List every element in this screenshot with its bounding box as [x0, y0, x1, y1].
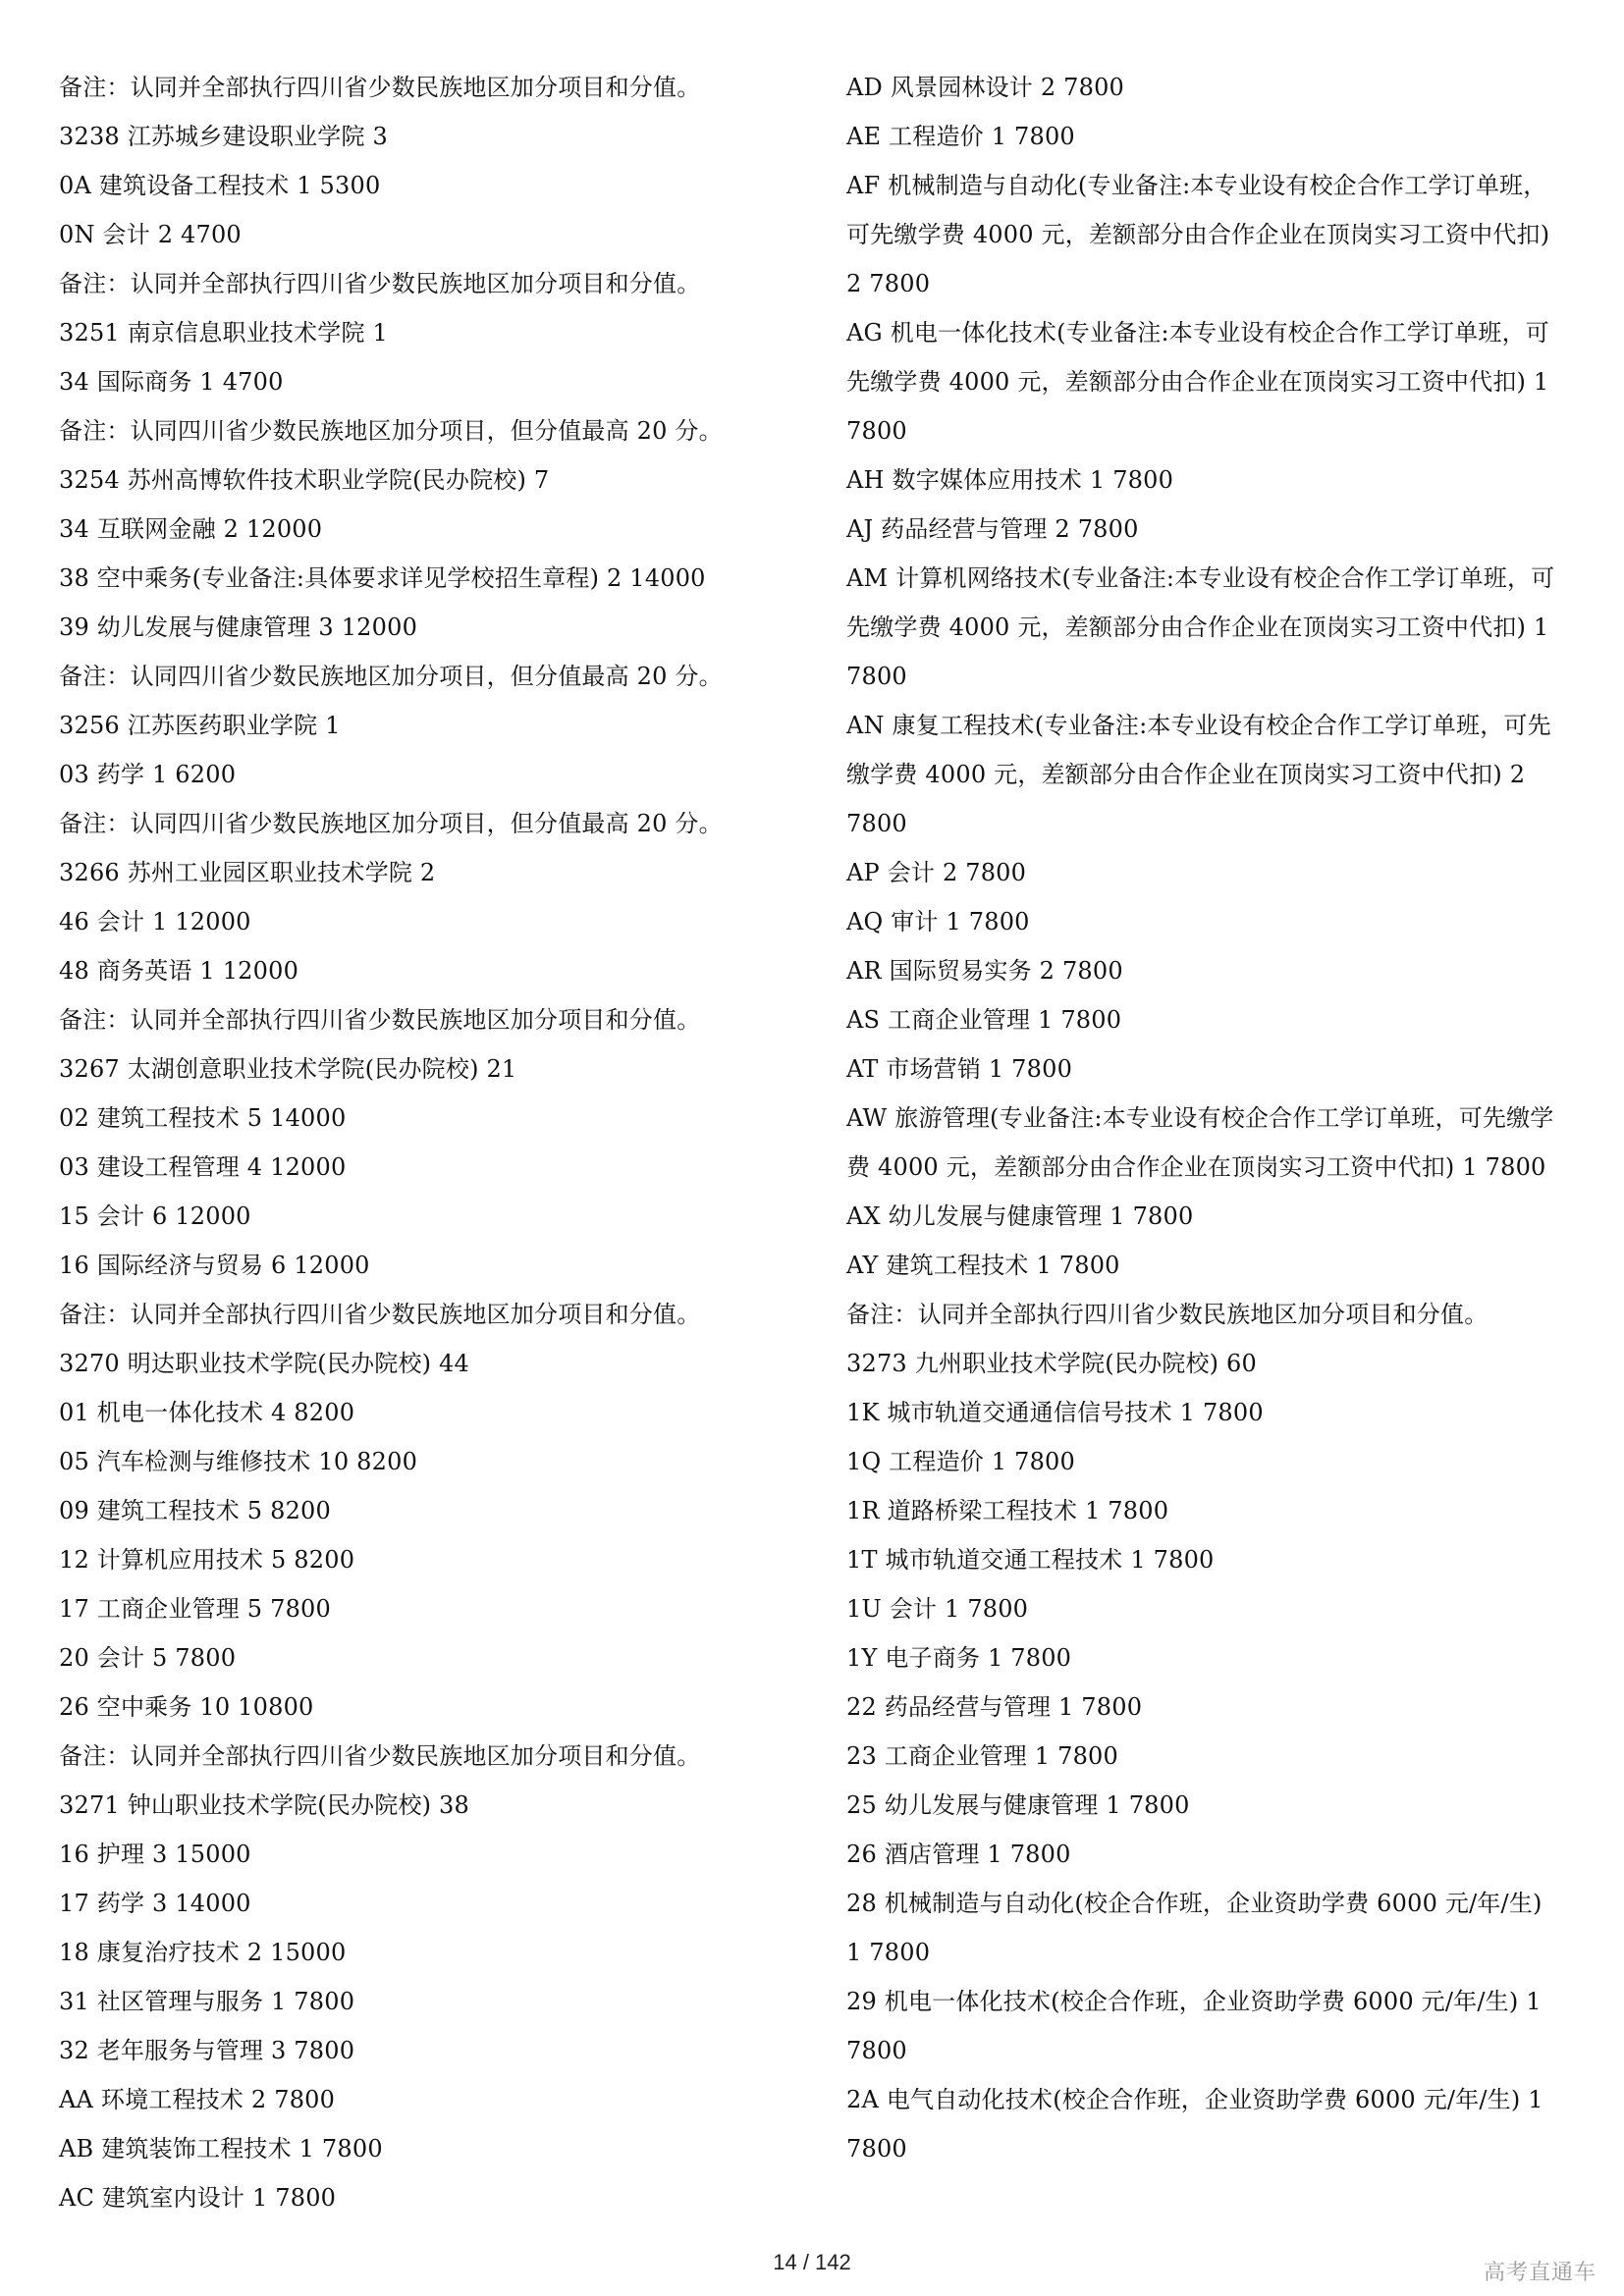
text-line: AT 市场营销 1 7800	[846, 1055, 1073, 1083]
text-line: 29 机电一体化技术(校企合作班，企业资助学费 6000 元/年/生) 1	[846, 1988, 1542, 2015]
text-line: 备注：认同并全部执行四川省少数民族地区加分项目和分值。	[59, 1006, 701, 1034]
text-line: 3254 苏州高博软件技术职业学院(民办院校) 7	[59, 466, 550, 494]
text-line: 3267 太湖创意职业技术学院(民办院校) 21	[59, 1055, 517, 1083]
text-line: AH 数字媒体应用技术 1 7800	[846, 466, 1174, 494]
text-line: 1T 城市轨道交通工程技术 1 7800	[846, 1546, 1215, 1574]
text-line: 备注：认同四川省少数民族地区加分项目，但分值最高 20 分。	[59, 417, 723, 445]
text-line: 先缴学费 4000 元，差额部分由合作企业在顶岗实习工资中代扣) 1	[846, 368, 1549, 396]
text-line: 7800	[846, 2037, 907, 2064]
text-line: AM 计算机网络技术(专业备注:本专业设有校企合作工学订单班，可	[846, 564, 1555, 592]
text-line: AJ 药品经营与管理 2 7800	[846, 515, 1139, 543]
text-line: 2A 电气自动化技术(校企合作班，企业资助学费 6000 元/年/生) 1	[846, 2086, 1543, 2113]
watermark: 高考直通车	[1483, 2261, 1597, 2285]
text-line: 备注：认同并全部执行四川省少数民族地区加分项目和分值。	[846, 1301, 1489, 1328]
text-line: 3256 江苏医药职业学院 1	[59, 712, 341, 739]
text-line: 0N 会计 2 4700	[59, 221, 242, 248]
text-line: 01 机电一体化技术 4 8200	[59, 1399, 355, 1426]
text-line: 23 工商企业管理 1 7800	[846, 1742, 1118, 1770]
text-line: 15 会计 6 12000	[59, 1202, 251, 1230]
right-column	[846, 63, 1593, 2173]
text-line: AD 风景园林设计 2 7800	[846, 74, 1125, 101]
text-line: 0A 建筑设备工程技术 1 5300	[59, 172, 381, 199]
text-line: 可先缴学费 4000 元，差额部分由合作企业在顶岗实习工资中代扣)	[846, 221, 1550, 248]
text-line: 3266 苏州工业园区职业技术学院 2	[59, 859, 436, 886]
text-line: 先缴学费 4000 元，差额部分由合作企业在顶岗实习工资中代扣) 1	[846, 614, 1549, 641]
text-line: 费 4000 元，差额部分由合作企业在顶岗实习工资中代扣) 1 7800	[846, 1153, 1546, 1181]
text-line: 34 互联网金融 2 12000	[59, 515, 323, 543]
text-line: 7800	[846, 663, 907, 690]
text-line: 1R 道路桥梁工程技术 1 7800	[846, 1497, 1169, 1524]
text-line: 48 商务英语 1 12000	[59, 957, 299, 985]
text-line: 34 国际商务 1 4700	[59, 368, 284, 396]
left-column	[59, 63, 805, 2222]
text-line: AY 建筑工程技术 1 7800	[846, 1252, 1120, 1279]
text-line: AE 工程造价 1 7800	[846, 123, 1075, 150]
text-line: 3270 明达职业技术学院(民办院校) 44	[59, 1350, 470, 1377]
text-line: AR 国际贸易实务 2 7800	[846, 957, 1123, 985]
text-line: 3273 九州职业技术学院(民办院校) 60	[846, 1350, 1258, 1377]
text-line: 26 酒店管理 1 7800	[846, 1841, 1071, 1868]
text-line: AW 旅游管理(专业备注:本专业设有校企合作工学订单班，可先缴学	[846, 1104, 1554, 1132]
text-line: 28 机械制造与自动化(校企合作班，企业资助学费 6000 元/年/生)	[846, 1890, 1543, 1917]
text-line: 02 建筑工程技术 5 14000	[59, 1104, 347, 1132]
text-line: 25 幼儿发展与健康管理 1 7800	[846, 1791, 1190, 1819]
text-line: 16 护理 3 15000	[59, 1841, 251, 1868]
text-line: 46 会计 1 12000	[59, 908, 251, 935]
text-line: 38 空中乘务(专业备注:具体要求详见学校招生章程) 2 14000	[59, 564, 706, 592]
text-line: 备注：认同并全部执行四川省少数民族地区加分项目和分值。	[59, 74, 701, 101]
text-line: 1 7800	[846, 1939, 931, 1966]
text-line: 16 国际经济与贸易 6 12000	[59, 1252, 370, 1279]
text-line: 备注：认同四川省少数民族地区加分项目，但分值最高 20 分。	[59, 810, 723, 837]
text-line: 备注：认同并全部执行四川省少数民族地区加分项目和分值。	[59, 270, 701, 297]
text-line: 20 会计 5 7800	[59, 1644, 237, 1672]
text-line: 7800	[846, 417, 907, 445]
text-line: 1Y 电子商务 1 7800	[846, 1644, 1072, 1672]
text-line: 7800	[846, 810, 907, 837]
text-line: AX 幼儿发展与健康管理 1 7800	[846, 1202, 1194, 1230]
text-line: 3271 钟山职业技术学院(民办院校) 38	[59, 1791, 470, 1819]
text-line: 7800	[846, 2135, 907, 2163]
text-line: 26 空中乘务 10 10800	[59, 1693, 314, 1721]
text-line: 39 幼儿发展与健康管理 3 12000	[59, 614, 418, 641]
text-line: 05 汽车检测与维修技术 10 8200	[59, 1448, 418, 1475]
text-line: 18 康复治疗技术 2 15000	[59, 1939, 347, 1966]
text-line: AN 康复工程技术(专业备注:本专业设有校企合作工学订单班，可先	[846, 712, 1551, 739]
text-line: 3251 南京信息职业技术学院 1	[59, 319, 389, 347]
text-line: AP 会计 2 7800	[846, 859, 1027, 886]
text-line: 备注：认同并全部执行四川省少数民族地区加分项目和分值。	[59, 1742, 701, 1770]
text-line: AB 建筑装饰工程技术 1 7800	[59, 2135, 383, 2163]
text-line: 09 建筑工程技术 5 8200	[59, 1497, 331, 1524]
text-line: 31 社区管理与服务 1 7800	[59, 1988, 355, 2015]
text-line: 备注：认同并全部执行四川省少数民族地区加分项目和分值。	[59, 1301, 701, 1328]
text-line: 1K 城市轨道交通通信信号技术 1 7800	[846, 1399, 1264, 1426]
text-line: AQ 审计 1 7800	[846, 908, 1030, 935]
text-line: 03 药学 1 6200	[59, 761, 237, 788]
text-line: 32 老年服务与管理 3 7800	[59, 2037, 355, 2064]
text-line: 缴学费 4000 元，差额部分由合作企业在顶岗实习工资中代扣) 2	[846, 761, 1526, 788]
text-line: AG 机电一体化技术(专业备注:本专业设有校企合作工学订单班，可	[846, 319, 1549, 347]
text-line: AF 机械制造与自动化(专业备注:本专业设有校企合作工学订单班，	[846, 172, 1547, 199]
page-number: 14 / 142	[773, 2250, 851, 2274]
text-line: AA 环境工程技术 2 7800	[59, 2086, 336, 2113]
text-line: 2 7800	[846, 270, 931, 297]
text-line: 22 药品经营与管理 1 7800	[846, 1693, 1143, 1721]
text-line: 1Q 工程造价 1 7800	[846, 1448, 1075, 1475]
text-line: 3238 江苏城乡建设职业学院 3	[59, 123, 389, 150]
text-line: 1U 会计 1 7800	[846, 1595, 1029, 1623]
text-line: 备注：认同四川省少数民族地区加分项目，但分值最高 20 分。	[59, 663, 723, 690]
text-line: AS 工商企业管理 1 7800	[846, 1006, 1122, 1034]
text-line: 17 工商企业管理 5 7800	[59, 1595, 331, 1623]
text-line: 17 药学 3 14000	[59, 1890, 251, 1917]
text-line: 12 计算机应用技术 5 8200	[59, 1546, 355, 1574]
text-line: 03 建设工程管理 4 12000	[59, 1153, 347, 1181]
text-line: AC 建筑室内设计 1 7800	[59, 2184, 337, 2212]
